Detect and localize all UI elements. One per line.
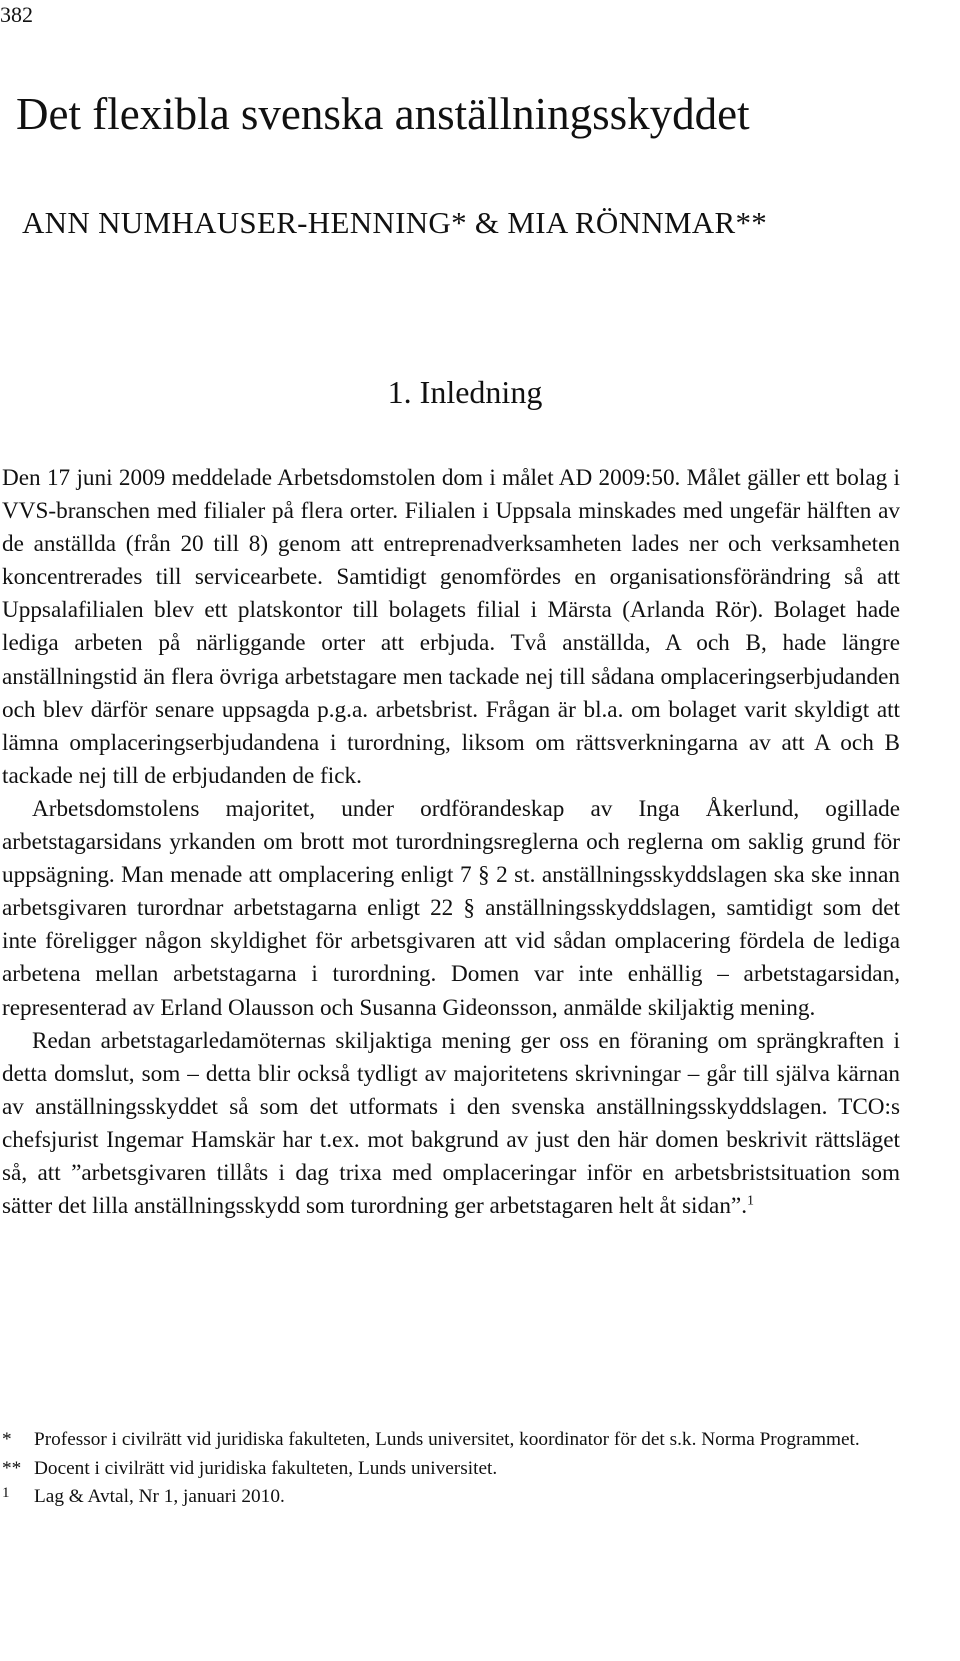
footnote-marker: * [2, 1429, 12, 1450]
page-number: 382 [0, 2, 33, 27]
footnote [2, 1455, 900, 1484]
footnote [2, 1426, 900, 1455]
footnote-text: Professor i civilrätt vid juridiska fakulteten, Lunds universitet, koordinator för det s.k. Norma Programmet. [34, 1429, 860, 1450]
paragraph-with-footnote [2, 1025, 900, 1224]
paragraph: Den 17 juni 2009 meddelade Arbetsdomstolen dom i målet AD 2009:50. Målet gäller ett bolag i VVS-branschen med filialer på flera orter. Filialen i Uppsala minskades med ungefär hälften av de anställda (från 20 till 8) genom att entreprenadverksamheten lades ner och verksamheten koncentrerades till servicearbete. Samtidigt genomfördes en organisationsförändring så att Uppsalafilialen blev ett platskontor till bolagets filial i Märsta (Arlanda Rör). Bolaget hade lediga arbeten på närliggande orter att erbjuda. Två anställda, A och B, hade längre anställningstid än flera övriga arbetstagare men tackade nej till sådana omplaceringserbjudanden och blev därför senare uppsagda p.g.a. arbetsbrist. Frågan är bl.a. om bolaget varit skyldigt att lämna omplaceringserbjudandena i turordning, liksom om rättsverkningarna av att A och B tackade nej till de erbjudanden de fick. [2, 465, 900, 789]
footnote-text: Docent i civilrätt vid juridiska fakulteten, Lunds universitet. [34, 1457, 498, 1479]
author-line: ANN NUMHAUSER-HENNING* & MIA RÖNNMAR** [22, 205, 768, 240]
paragraph: Redan arbetstagarledamöternas skiljaktiga mening ger oss en föraning om sprängkraften i detta domslut, som – detta blir också tydligt av majoritetens skrivningar – går till själva kärnan av anställningsskyddet så som det utformats i den svenska anställningsskyddslagen. TCO:s chefsjurist Ingemar Hamskär har t.ex. mot bakgrund av just den här domen beskrivit rättsläget så, att ”arbetsgivaren tillåts i dag trixa med omplaceringar inför en arbetsbristsituation som sätter det lilla anställningsskydd som turordning ger arbetstagaren helt åt sidan”. [2, 1027, 900, 1220]
paragraph: Arbetsdomstolens majoritet, under ordförandeskap av Inga Åkerlund, ogillade arbetstagarsidans yrkanden om brott mot turordningsreglerna och reglerna om saklig grund för uppsägning. Man menade att omplacering enligt 7 § 2 st. anställningsskyddslagen ska ske innan arbetsgivaren turordnar arbetstagarna enligt 22 § anställningsskyddslagen, samtidigt som det inte föreligger någon skyldighet för arbetsgivaren att vid sådan omplacering fördela de lediga arbetena mellan arbetstagarna i turordning. Domen var inte enhällig – arbetstagarsidan, representerad av Erland Olausson och Susanna Gideonsson, anmälde skiljaktig mening. [2, 795, 900, 1021]
footnote-marker: 1 [2, 1485, 10, 1501]
footnote-marker: ** [2, 1457, 22, 1479]
footnote-text: Lag & Avtal, Nr 1, januari 2010. [34, 1486, 285, 1507]
body-text [2, 462, 900, 1223]
footnotes [2, 1426, 900, 1512]
footnote [2, 1483, 900, 1512]
footnote-reference[interactable]: 1 [747, 1193, 755, 1209]
section-heading: 1. Inledning [387, 374, 543, 410]
article-title: Det flexibla svenska anställningsskyddet [16, 89, 750, 139]
